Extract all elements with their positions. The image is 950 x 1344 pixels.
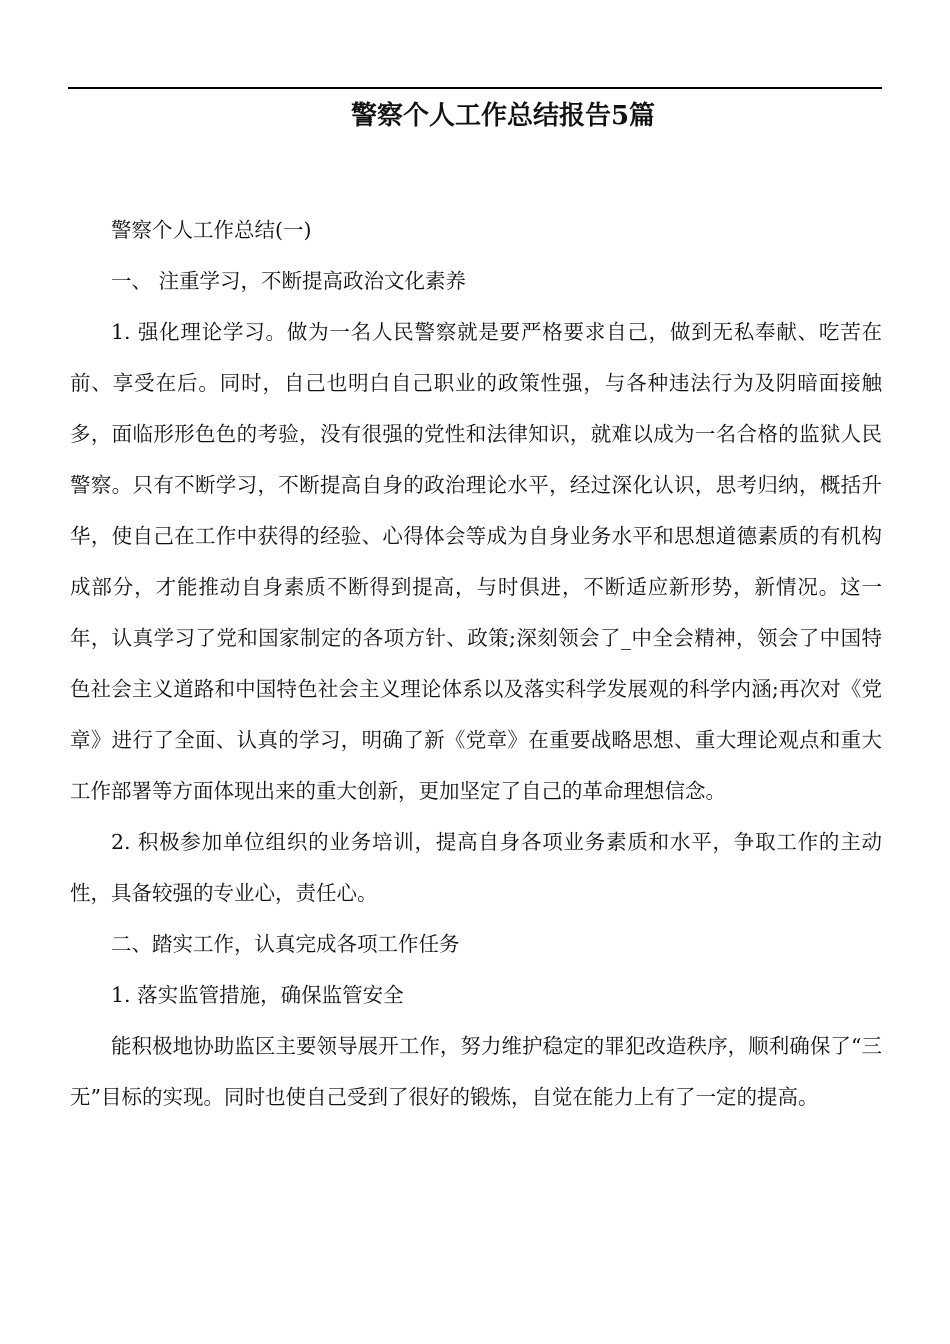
heading-work: 二、踏实工作，认真完成各项工作任务 bbox=[111, 932, 460, 956]
section-heading-part-one: 警察个人工作总结(一) bbox=[111, 218, 312, 242]
paragraph-supervision: 能积极地协助监区主要领导展开工作，努力维护稳定的罪犯改造秩序，顺利确保了“三无”目标的实现。同时也使自己受到了很好的锻炼，自觉在能力上有了一定的提高。 bbox=[70, 1034, 882, 1109]
subheading-supervision: 1. 落实监管措施，确保监管安全 bbox=[111, 983, 404, 1007]
header-rule bbox=[68, 87, 882, 89]
document-body bbox=[70, 205, 882, 1123]
document-title: 警察个人工作总结报告5篇 bbox=[350, 101, 656, 131]
paragraph-training: 2. 积极参加单位组织的业务培训，提高自身各项业务素质和水平，争取工作的主动性，具备较强的专业心，责任心。 bbox=[70, 830, 882, 905]
heading-study: 一、 注重学习，不断提高政治文化素养 bbox=[111, 269, 467, 293]
paragraph-theory-study: 1. 强化理论学习。做为一名人民警察就是要严格要求自己，做到无私奉献、吃苦在前、享受在后。同时，自己也明白自己职业的政策性强，与各种违法行为及阴暗面接触多，面临形形色色的考验，没有很强的党性和法律知识，就难以成为一名合格的监狱人民警察。只有不断学习，不断提高自身的政治理论水平，经过深化认识，思考归纳，概括升华，使自己在工作中获得的经验、心得体会等成为自身业务水平和思想道德素质的有机构成部分，才能推动自身素质不断得到提高，与时俱进，不断适应新形势，新情况。这一年，认真学习了党和国家制定的各项方针、政策;深刻领会了_中全会精神，领会了中国特色社会主义道路和中国特色社会主义理论体系以及落实科学发展观的科学内涵;再次对《党章》进行了全面、认真的学习，明确了新《党章》在重要战略思想、重大理论观点和重大工作部署等方面体现出来的重大创新，更加坚定了自己的革命理想信念。 bbox=[70, 320, 882, 803]
